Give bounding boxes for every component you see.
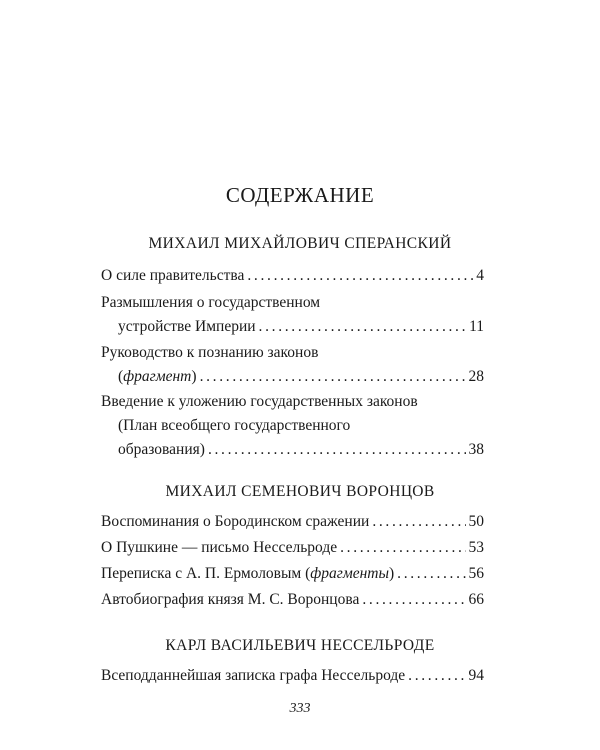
toc-entry — [101, 562, 484, 586]
entry-title-continued: (План всеобщего государственного — [118, 417, 351, 434]
page-number: 66 — [468, 591, 484, 608]
leader-dots — [247, 264, 473, 288]
leader-dots — [259, 315, 467, 339]
page-number: 53 — [468, 539, 484, 556]
toc-entry — [101, 390, 484, 462]
italic-note: фрагмент — [123, 368, 192, 385]
section-heading: КАРЛ ВАСИЛЬЕВИЧ НЕССЕЛЬРОДЕ — [165, 637, 435, 654]
leader-dots — [397, 562, 465, 586]
leader-dots — [208, 438, 466, 462]
leader-dots — [408, 664, 465, 688]
leader-dots — [372, 510, 465, 534]
page-number: 38 — [468, 441, 484, 458]
leader-dots — [340, 536, 465, 560]
page-folio: 333 — [289, 701, 311, 716]
entry-title-continued: образования) — [118, 441, 205, 458]
entry-title-continued: устройстве Империи — [118, 318, 256, 335]
toc-entry — [101, 291, 484, 339]
entry-title: Автобиография князя М. С. Воронцова — [101, 591, 360, 608]
toc-entry — [101, 264, 484, 288]
toc-entry — [101, 510, 484, 534]
entry-title: Размышления о государственном — [101, 294, 321, 311]
entry-title: Введение к уложению государственных законов — [101, 393, 418, 410]
page-title: СОДЕРЖАНИЕ — [225, 183, 375, 207]
entry-title: О Пушкине — письмо Нессельроде — [101, 539, 338, 556]
entry-title: Воспоминания о Бородинском сражении — [101, 513, 370, 530]
section-heading: МИХАИЛ МИХАЙЛОВИЧ СПЕРАНСКИЙ — [148, 235, 452, 252]
page-number: 4 — [476, 267, 484, 284]
toc-entry — [101, 588, 484, 612]
section-heading: МИХАИЛ СЕМЕНОВИЧ ВОРОНЦОВ — [165, 483, 435, 500]
toc-entry — [101, 664, 484, 688]
entry-title: Переписка с А. П. Ермоловым (фрагменты) — [101, 565, 395, 582]
entry-title-continued: (фрагмент) — [118, 368, 197, 385]
entry-title: О силе правительства — [101, 267, 245, 284]
page-number: 11 — [469, 318, 484, 335]
toc-entry — [101, 536, 484, 560]
page-number: 50 — [468, 513, 484, 530]
entry-title: Всеподданнейшая записка графа Нессельроде — [101, 667, 406, 684]
page-number: 56 — [468, 565, 484, 582]
toc-entry — [101, 341, 484, 389]
leader-dots — [362, 588, 465, 612]
leader-dots — [200, 365, 466, 389]
italic-note: фрагменты — [310, 565, 389, 582]
entry-title: Руководство к познанию законов — [101, 344, 319, 361]
page-number: 28 — [468, 368, 484, 385]
page-number: 94 — [468, 667, 484, 684]
